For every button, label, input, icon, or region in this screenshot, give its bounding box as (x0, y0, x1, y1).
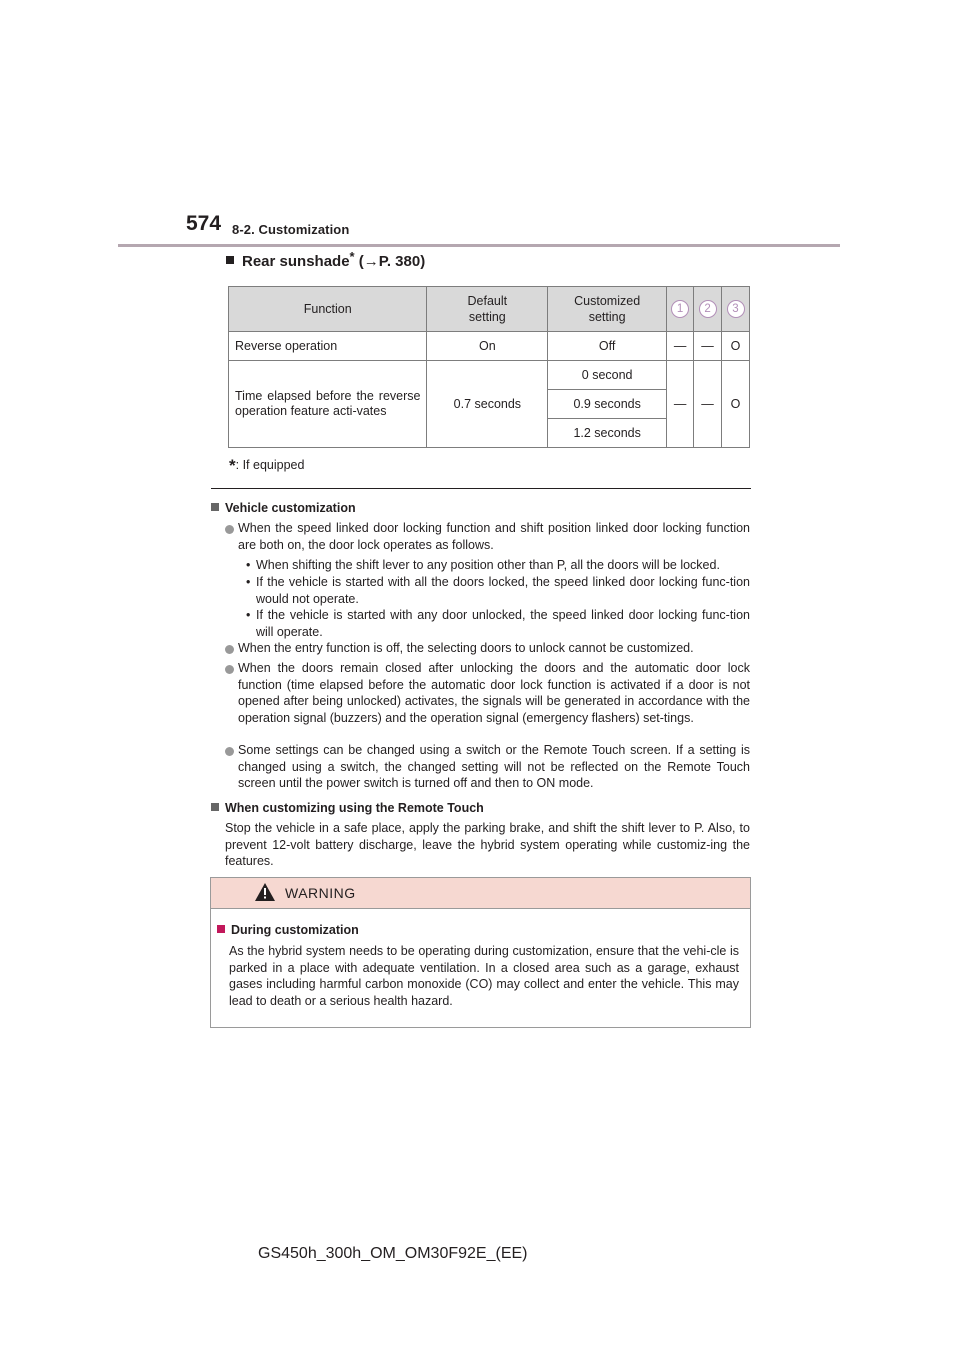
header-customized-setting: Customized setting (548, 287, 667, 332)
rear-sunshade-heading (226, 249, 426, 270)
header-col-3 (722, 287, 750, 332)
square-bullet-icon (211, 503, 219, 511)
number-2-icon: 2 (699, 300, 717, 318)
footnote-text: : If equipped (235, 458, 305, 472)
row2-customized-2: 0.9 seconds (548, 390, 667, 419)
table-row (229, 361, 750, 390)
settings-table (228, 286, 750, 448)
sub-bullet-2: If the vehicle is started with all the doors locked, the speed linked door locking func-tion would not operate. (256, 575, 750, 606)
remote-touch-text: Stop the vehicle in a safe place, apply the parking brake, and shift the shift lever to P. Also, to prevent 12-volt battery discharge, leave the hybrid system operating while customiz-ing the features. (225, 821, 750, 868)
asterisk-mark: * (349, 249, 355, 264)
footnote-asterisk: * (229, 456, 236, 475)
sub-bullet-icon: • (246, 608, 251, 622)
row2-customized-3: 1.2 seconds (548, 419, 667, 448)
vehicle-customization-heading (211, 500, 356, 517)
header-default-setting: Default setting (427, 287, 548, 332)
row1-default: On (427, 332, 548, 361)
bullet-paragraph-2: When the entry function is off, the selecting doors to unlock cannot be customized. (238, 641, 694, 655)
row1-col1: — (667, 332, 694, 361)
table-header-row (229, 287, 750, 332)
page-number: 574 (186, 212, 222, 235)
number-1-icon: 1 (671, 300, 689, 318)
remote-touch-title: When customizing using the Remote Touch (225, 801, 484, 815)
vehicle-customization-title: Vehicle customization (225, 501, 356, 515)
section-title: 8-2. Customization (232, 222, 350, 237)
bullet-paragraph-1: When the speed linked door locking function and shift position linked door locking function are both on, the door lock operates as follows. (238, 521, 750, 552)
row2-col1: — (667, 361, 694, 448)
warning-subheading (217, 922, 359, 939)
row2-default: 0.7 seconds (427, 361, 548, 448)
square-bullet-icon (226, 256, 234, 264)
footnote (229, 456, 304, 476)
header-col-1 (667, 287, 694, 332)
bullet-paragraph-3: When the doors remain closed after unlocking the doors and the automatic door lock function (time elapsed before the automatic door lock function is activated if a door is not opened after being unlocked) activates, the signals will be generated in accordance with the operation signal (buzzers) and the operation signal (emergency flashers) set-tings. (238, 661, 750, 725)
warning-triangle-icon (255, 883, 275, 901)
row1-function: Reverse operation (229, 332, 427, 361)
square-bullet-icon (211, 803, 219, 811)
row2-col3: O (722, 361, 750, 448)
header-col-2 (694, 287, 722, 332)
row1-col2: — (694, 332, 722, 361)
sub-bullet-icon: • (246, 575, 251, 589)
remote-touch-heading (211, 800, 484, 817)
bullet-dot-icon (225, 747, 234, 756)
row1-customized: Off (548, 332, 667, 361)
header-rule (118, 244, 840, 247)
rear-sunshade-title: Rear sunshade (242, 253, 350, 270)
bullet-paragraph-4: Some settings can be changed using a switch or the Remote Touch screen. If a setting is changed using a switch, the changed setting will not be reflected on the Remote Touch screen until the power switch is turned off and then to ON mode. (238, 743, 750, 790)
table-row (229, 332, 750, 361)
footer-code: GS450h_300h_OM_OM30F92E_(EE) (258, 1245, 528, 1262)
section-divider (211, 488, 751, 489)
warning-text: As the hybrid system needs to be operating during customization, ensure that the vehi-cle is parked in a place with adequate ventilation. In a closed area such as a garage, exhaust gases including harmful carbon monoxide (CO) may collect and enter the vehicle. This may lead to death or a serious health hazard. (229, 944, 739, 1008)
number-3-icon: 3 (727, 300, 745, 318)
row2-customized-1: 0 second (548, 361, 667, 390)
bullet-dot-icon (225, 645, 234, 654)
bullet-dot-icon (225, 525, 234, 534)
row1-col3: O (722, 332, 750, 361)
bullet-dot-icon (225, 665, 234, 674)
warning-label: WARNING (285, 885, 356, 901)
sub-bullet-icon: • (246, 558, 251, 572)
square-bullet-icon (217, 925, 225, 933)
row2-function: Time elapsed before the reverse operation feature acti-vates (229, 361, 427, 448)
header-function: Function (229, 287, 427, 332)
sub-bullet-1: When shifting the shift lever to any position other than P, all the doors will be locked. (256, 558, 720, 572)
row2-col2: — (694, 361, 722, 448)
page-reference: (→P. 380) (358, 253, 426, 270)
warning-subheading-title: During customization (231, 923, 359, 937)
sub-bullet-3: If the vehicle is started with any door unlocked, the speed linked door locking func-tion will operate. (256, 608, 750, 639)
